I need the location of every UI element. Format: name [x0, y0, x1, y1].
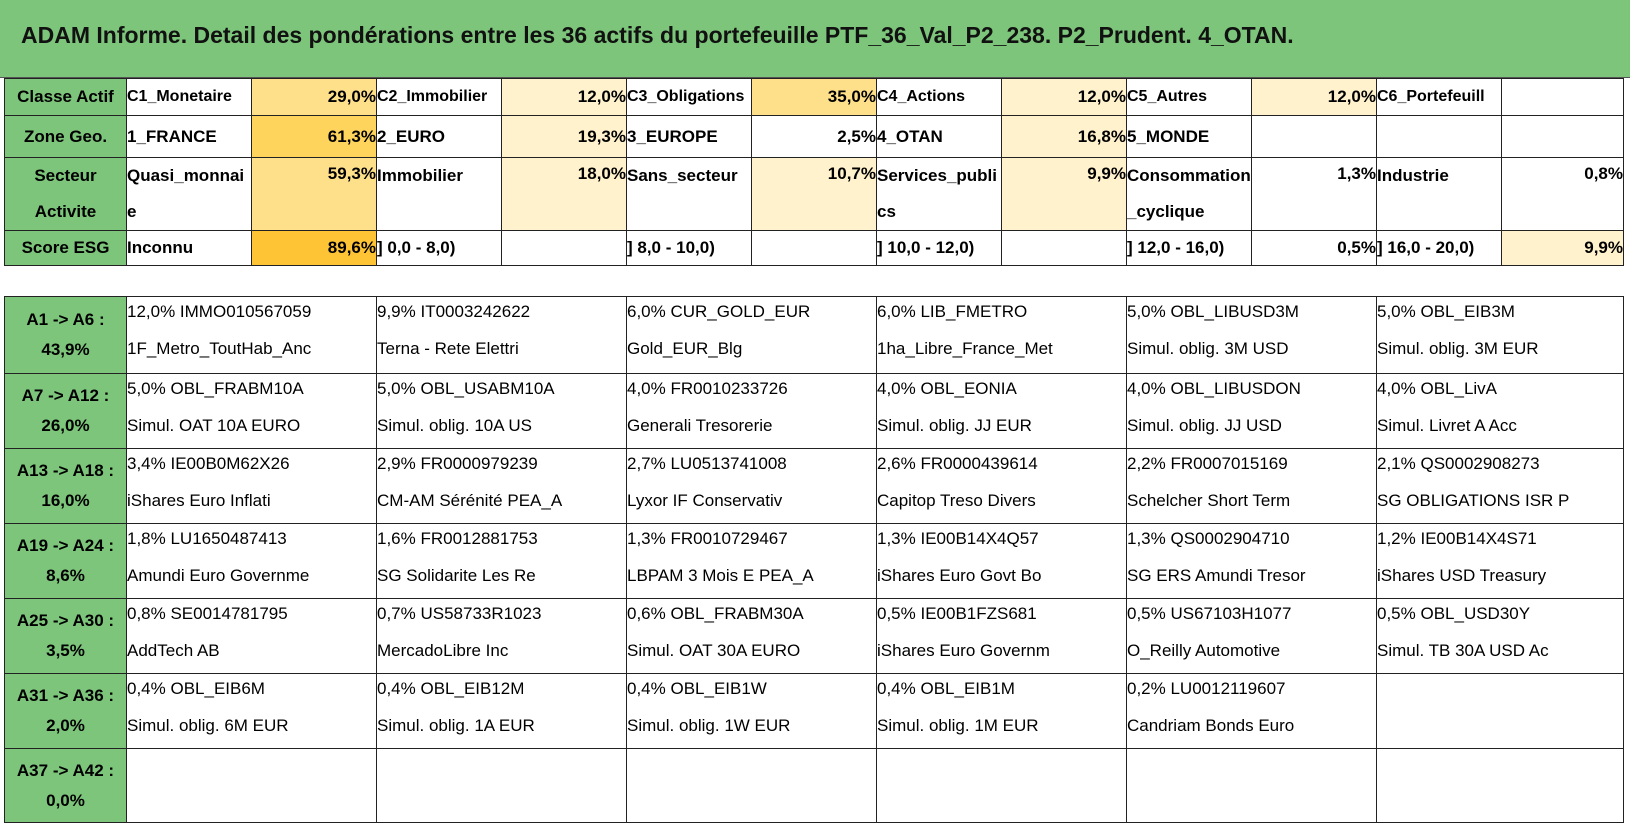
asset-weight-code: 5,0% OBL_EIB3M	[1377, 302, 1515, 321]
summary-label: ] 8,0 - 10,0)	[627, 231, 752, 266]
summary-value: 61,3%	[252, 116, 377, 158]
summary-label: C6_Portefeuill	[1377, 79, 1502, 116]
asset-weight-code: 6,0% LIB_FMETRO	[877, 302, 1028, 321]
asset-cell	[377, 599, 627, 674]
summary-value: 12,0%	[1002, 79, 1127, 116]
asset-name: SG Solidarite Les Re	[377, 566, 536, 585]
summary-value	[502, 231, 627, 266]
asset-range-total: 16,0%	[41, 491, 90, 510]
asset-cell	[377, 374, 627, 449]
summary-value: 16,8%	[1002, 116, 1127, 158]
asset-cell	[377, 674, 627, 749]
asset-cell	[127, 524, 377, 599]
asset-weight-code: 0,4% OBL_EIB1W	[627, 679, 767, 698]
asset-name: Simul. oblig. JJ USD	[1127, 416, 1282, 435]
asset-cell	[877, 674, 1127, 749]
asset-name: Simul. oblig. 1W EUR	[627, 716, 791, 735]
summary-row-sector	[5, 158, 1624, 231]
summary-value: 0,8%	[1502, 158, 1624, 231]
asset-range-total: 2,0%	[46, 716, 85, 735]
asset-cell	[877, 297, 1127, 374]
weights-table	[4, 78, 1624, 266]
summary-row-zone	[5, 116, 1624, 158]
asset-weight-code: 1,3% FR0010729467	[627, 529, 788, 548]
summary-label: Immobilier	[377, 158, 502, 231]
summary-value: 2,5%	[752, 116, 877, 158]
summary-value	[1002, 231, 1127, 266]
summary-value: 18,0%	[502, 158, 627, 231]
summary-label	[1377, 116, 1502, 158]
asset-cell	[627, 449, 877, 524]
asset-name: Simul. oblig. 1A EUR	[377, 716, 535, 735]
asset-name: SG ERS Amundi Tresor	[1127, 566, 1306, 585]
asset-cell	[1377, 674, 1624, 749]
asset-weight-code: 0,4% OBL_EIB12M	[377, 679, 525, 698]
asset-name: Candriam Bonds Euro	[1127, 716, 1295, 735]
asset-name: Generali Tresorerie	[627, 416, 773, 435]
asset-weight-code: 0,6% OBL_FRABM30A	[627, 604, 804, 623]
asset-name: Lyxor IF Conservativ	[627, 491, 783, 510]
asset-row	[5, 674, 1624, 749]
asset-cell	[127, 449, 377, 524]
asset-range-label: A37 -> A42 :	[16, 760, 115, 780]
asset-weight-code: 1,3% QS0002904710	[1127, 529, 1290, 548]
asset-name: 1F_Metro_ToutHab_Anc	[127, 339, 312, 358]
asset-name: iShares USD Treasury	[1377, 566, 1547, 585]
asset-name: Schelcher Short Term	[1127, 491, 1291, 510]
summary-value: 59,3%	[252, 158, 377, 231]
asset-weight-code: 1,2% IE00B14X4S71	[1377, 529, 1537, 548]
summary-label: ] 10,0 - 12,0)	[877, 231, 1002, 266]
summary-value: 12,0%	[1252, 79, 1377, 116]
asset-cell	[627, 524, 877, 599]
asset-row	[5, 374, 1624, 449]
asset-cell	[877, 749, 1127, 823]
asset-weight-code: 9,9% IT0003242622	[377, 302, 531, 321]
asset-name: Simul. OAT 30A EURO	[627, 641, 801, 660]
asset-cell	[1127, 297, 1377, 374]
report-title: ADAM Informe. Detail des pondérations entre les 36 actifs du portefeuille PTF_36_Val_P2_238. P2_Prudent. 4_OTAN.	[21, 22, 1294, 48]
asset-weight-code: 1,6% FR0012881753	[377, 529, 538, 548]
asset-weight-code: 0,2% LU0012119607	[1127, 679, 1286, 698]
asset-name: CM-AM Sérénité PEA_A	[377, 491, 563, 510]
asset-cell	[1127, 374, 1377, 449]
summary-label: 1_FRANCE	[127, 116, 252, 158]
asset-cell	[877, 449, 1127, 524]
asset-weight-code: 12,0% IMMO010567059	[127, 302, 312, 321]
asset-cell	[377, 449, 627, 524]
asset-name: Capitop Treso Divers	[877, 491, 1036, 510]
asset-weight-code: 2,7% LU0513741008	[627, 454, 787, 473]
asset-range-total: 8,6%	[46, 566, 85, 585]
asset-weight-code: 0,5% IE00B1FZS681	[877, 604, 1037, 623]
asset-range-total: 3,5%	[46, 641, 85, 660]
asset-range-label: A19 -> A24 :	[16, 536, 115, 555]
asset-range-header	[5, 449, 127, 524]
asset-cell	[127, 749, 377, 823]
summary-label: Consommation_cyclique	[1127, 158, 1252, 231]
summary-row-esg	[5, 231, 1624, 266]
summary-label: Industrie	[1377, 158, 1502, 231]
summary-value: 29,0%	[252, 79, 377, 116]
summary-value	[752, 231, 877, 266]
asset-cell	[127, 599, 377, 674]
summary-row-asset-class	[5, 79, 1624, 116]
asset-cell	[1127, 524, 1377, 599]
summary-value: 10,7%	[752, 158, 877, 231]
asset-weight-code: 5,0% OBL_FRABM10A	[127, 379, 304, 398]
summary-label: C1_Monetaire	[127, 79, 252, 116]
summary-label: Services_publics	[877, 158, 1002, 231]
asset-name: Simul. oblig. 6M EUR	[127, 716, 289, 735]
asset-cell	[377, 297, 627, 374]
asset-name: Amundi Euro Governme	[127, 566, 310, 585]
asset-range-header	[5, 599, 127, 674]
summary-label: C5_Autres	[1127, 79, 1252, 116]
asset-name: Simul. oblig. 3M USD	[1127, 339, 1289, 358]
summary-label: C3_Obligations	[627, 79, 752, 116]
asset-cell	[377, 749, 627, 823]
asset-range-label: A25 -> A30 :	[16, 611, 115, 630]
asset-range-header	[5, 374, 127, 449]
summary-label: 5_MONDE	[1127, 116, 1252, 158]
asset-weight-code: 4,0% OBL_LIBUSDON	[1127, 379, 1301, 398]
asset-cell	[127, 674, 377, 749]
title-bar	[0, 0, 1630, 78]
summary-label: ] 0,0 - 8,0)	[377, 231, 502, 266]
asset-range-label: A31 -> A36 :	[16, 686, 115, 705]
asset-cell	[127, 374, 377, 449]
asset-cell	[877, 374, 1127, 449]
asset-name: iShares Euro Inflati	[127, 491, 271, 510]
asset-cell	[127, 297, 377, 374]
asset-cell	[1377, 374, 1624, 449]
asset-weight-code: 1,8% LU1650487413	[127, 529, 287, 548]
asset-weight-code: 0,7% US58733R1023	[377, 604, 542, 623]
asset-name: MercadoLibre Inc	[377, 641, 509, 660]
asset-row	[5, 599, 1624, 674]
asset-weight-code: 0,5% OBL_USD30Y	[1377, 604, 1531, 623]
asset-weight-code: 3,4% IE00B0M62X26	[127, 454, 290, 473]
summary-label: Quasi_monnaie	[127, 158, 252, 231]
asset-range-header	[5, 297, 127, 374]
summary-label: C4_Actions	[877, 79, 1002, 116]
asset-name: O_Reilly Automotive	[1127, 641, 1281, 660]
summary-label: Inconnu	[127, 231, 252, 266]
asset-range-label: A7 -> A12 :	[21, 386, 110, 405]
summary-value: 9,9%	[1002, 158, 1127, 231]
asset-weight-code: 2,6% FR0000439614	[877, 454, 1038, 473]
summary-value	[1252, 116, 1377, 158]
summary-label: ] 12,0 - 16,0)	[1127, 231, 1252, 266]
summary-value: 0,5%	[1252, 231, 1377, 266]
summary-value: 19,3%	[502, 116, 627, 158]
asset-cell	[1127, 674, 1377, 749]
asset-name: Simul. Livret A Acc	[1377, 416, 1517, 435]
asset-name: 1ha_Libre_France_Met	[877, 339, 1053, 358]
summary-value: 1,3%	[1252, 158, 1377, 231]
asset-weight-code: 5,0% OBL_LIBUSD3M	[1127, 302, 1299, 321]
asset-range-header	[5, 749, 127, 823]
summary-label: ] 16,0 - 20,0)	[1377, 231, 1502, 266]
asset-name: LBPAM 3 Mois E PEA_A	[627, 566, 814, 585]
summary-label: C2_Immobilier	[377, 79, 502, 116]
row-header: Score ESG	[5, 231, 127, 266]
asset-weight-code: 0,8% SE0014781795	[127, 604, 288, 623]
asset-cell	[1377, 297, 1624, 374]
row-header: Classe Actif	[5, 79, 127, 116]
asset-name: iShares Euro Govt Bo	[877, 566, 1042, 585]
summary-label: 4_OTAN	[877, 116, 1002, 158]
asset-cell	[1377, 524, 1624, 599]
asset-row	[5, 449, 1624, 524]
asset-name: Simul. TB 30A USD Ac	[1377, 641, 1549, 660]
asset-name: SG OBLIGATIONS ISR P	[1377, 491, 1570, 510]
asset-row	[5, 749, 1624, 823]
summary-label: 2_EURO	[377, 116, 502, 158]
summary-label: Sans_secteur	[627, 158, 752, 231]
asset-range-label: A1 -> A6 :	[26, 310, 105, 329]
asset-cell	[1127, 749, 1377, 823]
asset-range-total: 26,0%	[41, 416, 90, 435]
asset-range-header	[5, 674, 127, 749]
asset-cell	[627, 599, 877, 674]
summary-value: 89,6%	[252, 231, 377, 266]
asset-weight-code: 2,2% FR0007015169	[1127, 454, 1288, 473]
asset-weight-code: 0,5% US67103H1077	[1127, 604, 1292, 623]
asset-row	[5, 297, 1624, 374]
summary-value	[1502, 116, 1624, 158]
asset-name: Simul. oblig. 1M EUR	[877, 716, 1039, 735]
asset-cell	[1377, 449, 1624, 524]
asset-cell	[377, 524, 627, 599]
asset-range-total: 0,0%	[46, 790, 85, 810]
asset-cell	[1377, 599, 1624, 674]
asset-weight-code: 2,9% FR0000979239	[377, 454, 538, 473]
asset-weight-code: 4,0% OBL_EONIA	[877, 379, 1017, 398]
summary-value: 9,9%	[1502, 231, 1624, 266]
asset-weight-code: 4,0% FR0010233726	[627, 379, 788, 398]
summary-value: 35,0%	[752, 79, 877, 116]
asset-weight-code: 0,4% OBL_EIB6M	[127, 679, 265, 698]
asset-name: Simul. oblig. 10A US	[377, 416, 532, 435]
asset-cell	[877, 599, 1127, 674]
asset-weight-code: 2,1% QS0002908273	[1377, 454, 1540, 473]
asset-cell	[627, 749, 877, 823]
asset-weight-code: 0,4% OBL_EIB1M	[877, 679, 1015, 698]
asset-cell	[1127, 599, 1377, 674]
asset-cell	[1127, 449, 1377, 524]
summary-label: 3_EUROPE	[627, 116, 752, 158]
asset-range-total: 43,9%	[41, 340, 90, 359]
asset-cell	[627, 674, 877, 749]
asset-name: Terna - Rete Elettri	[377, 339, 519, 358]
row-header: Zone Geo.	[5, 116, 127, 158]
asset-weight-code: 6,0% CUR_GOLD_EUR	[627, 302, 811, 321]
asset-cell	[627, 297, 877, 374]
asset-weight-code: 1,3% IE00B14X4Q57	[877, 529, 1039, 548]
row-header: Secteur Activite	[5, 158, 127, 231]
asset-range-header	[5, 524, 127, 599]
asset-cell	[877, 524, 1127, 599]
assets-table	[4, 296, 1624, 823]
asset-weight-code: 4,0% OBL_LivA	[1377, 379, 1498, 398]
asset-cell	[627, 374, 877, 449]
asset-name: Simul. oblig. 3M EUR	[1377, 339, 1539, 358]
asset-name: Gold_EUR_Blg	[627, 339, 743, 358]
asset-cell	[1377, 749, 1624, 823]
asset-name: iShares Euro Governm	[877, 641, 1050, 660]
summary-value	[1502, 79, 1624, 116]
asset-name: AddTech AB	[127, 641, 220, 660]
summary-value: 12,0%	[502, 79, 627, 116]
asset-name: Simul. oblig. JJ EUR	[877, 416, 1032, 435]
asset-weight-code: 5,0% OBL_USABM10A	[377, 379, 555, 398]
asset-name: Simul. OAT 10A EURO	[127, 416, 301, 435]
asset-row	[5, 524, 1624, 599]
asset-range-label: A13 -> A18 :	[16, 461, 115, 480]
